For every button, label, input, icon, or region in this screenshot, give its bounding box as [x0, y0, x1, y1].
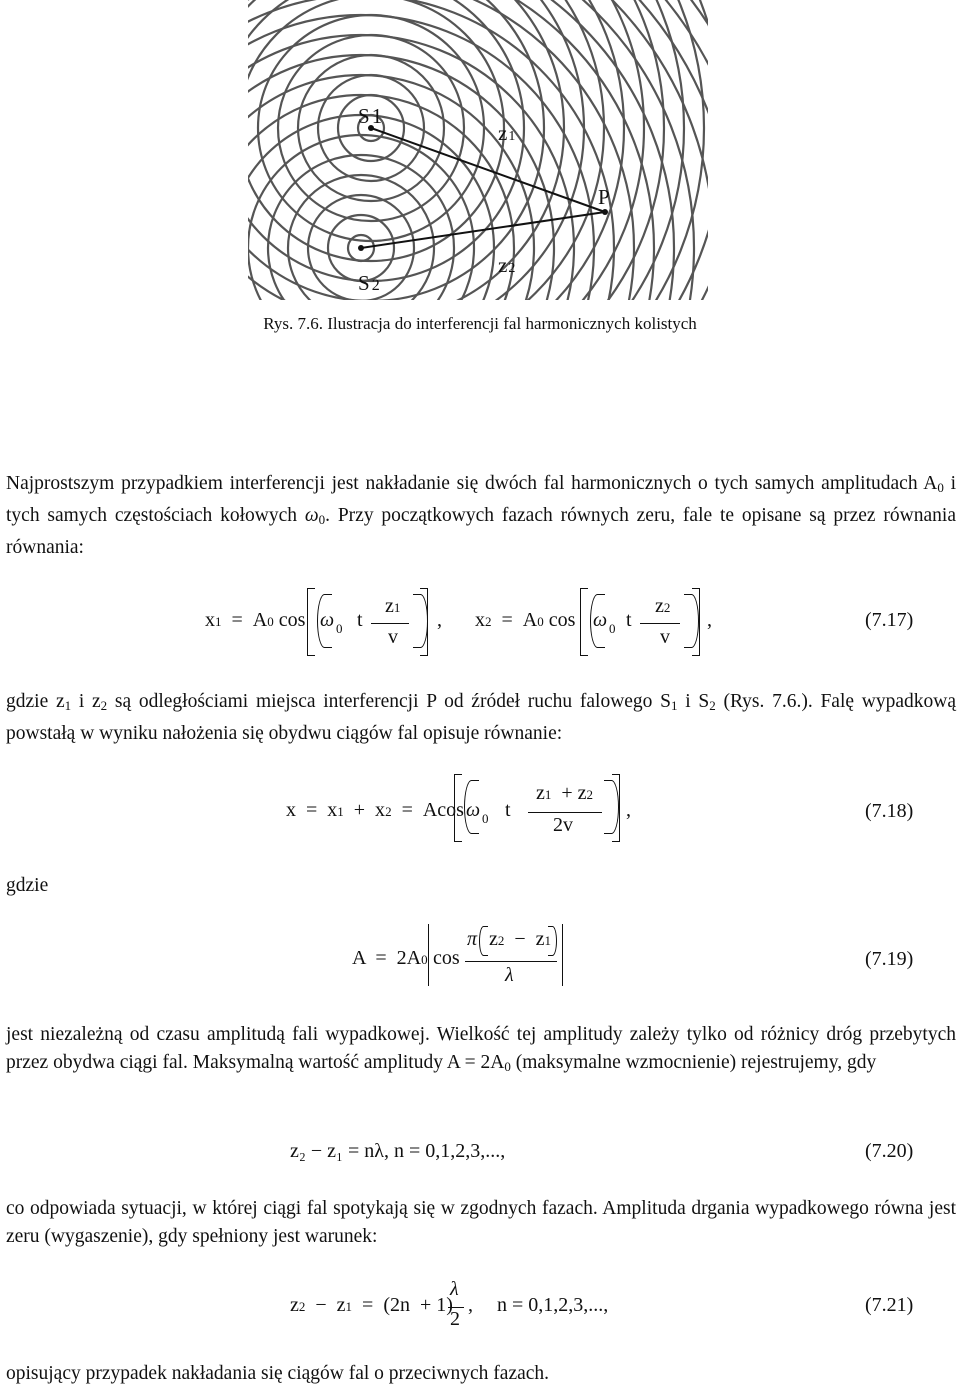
point-p-dot [602, 209, 608, 215]
label-s1: S1 [358, 104, 383, 128]
paragraph-amplitude: jest niezależną od czasu amplitudą fali wypadkowej. Wielkość tej amplitudy zależy tylko od różnicy dróg przebytych przez obydwa ciągi fal. Maksymalną wartość amplitudy $A = 2A_0$ (maksymalne wzmocnienie) rejestrujemy, gdy [6, 1024, 956, 1074]
paragraph-constructive: co odpowiada sytuacji, w której ciągi fal spotykają się w zgodnych fazach. Amplituda drgania wypadkowego równa jest zeru (wygaszenie), gdy spełniony jest warunek: [6, 1198, 956, 1247]
equation-7-18: x = x1 + x2 = Acos ω 0 t z1 + z2 2v , [0, 770, 960, 850]
equation-number-7-21: (7.21) [865, 1294, 914, 1316]
label-z1: z1 [498, 121, 516, 145]
paragraph-intro: Najprostszym przypadkiem interferencji jest nakładanie się dwóch fal harmonicznych o tych samych amplitudach $A_0$ i tych samych częstościach kołowych $\omega_0$. Przy początkowych fazach równych zeru, fale te opisane są przez równania równania: [6, 473, 956, 558]
interference-figure [248, 0, 708, 300]
source-s2-dot [358, 245, 364, 251]
equation-7-20: z₂ − z₁ = nλ, n = 0,1,2,3,..., [290, 1140, 506, 1162]
paragraph-distances: gdzie $z_1$ i $z_2$ są odległościami miejsca interferencji P od źródeł ruchu falowego $S_1$ i $S_2$ (Rys. 7.6.). Falę wypadkową powstałą w wyniku nałożenia się obydwu ciągów fal opisuje równanie: [6, 691, 956, 744]
equation-number-7-19: (7.19) [865, 948, 914, 970]
equation-number-7-18: (7.18) [865, 800, 914, 822]
figure-caption: Rys. 7.6. Ilustracja do interferencji fal harmonicznych kolistych [263, 314, 697, 333]
equation-7-21: z2 − z1 = (2n + 1) λ 2 , n = 0,1,2,3,..., [290, 1278, 609, 1330]
equation-7-19: A = 2A0 cos π z2 − z1 λ [0, 922, 960, 997]
equation-7-17: x1 = A0 cos ω 0 t z1 v , x2 = A0 cos ω 0 t z2 v , [0, 578, 960, 668]
paragraph-destructive: opisujący przypadek nakładania się ciągów fal o przeciwnych fazach. [6, 1363, 550, 1384]
label-z2: z2 [498, 253, 516, 277]
equation-number-7-20: (7.20) [865, 1140, 914, 1162]
label-p: P [598, 185, 610, 209]
paragraph-where: gdzie [6, 875, 49, 896]
equation-number-7-17: (7.17) [865, 609, 914, 631]
label-s2: S 2 [358, 271, 380, 295]
